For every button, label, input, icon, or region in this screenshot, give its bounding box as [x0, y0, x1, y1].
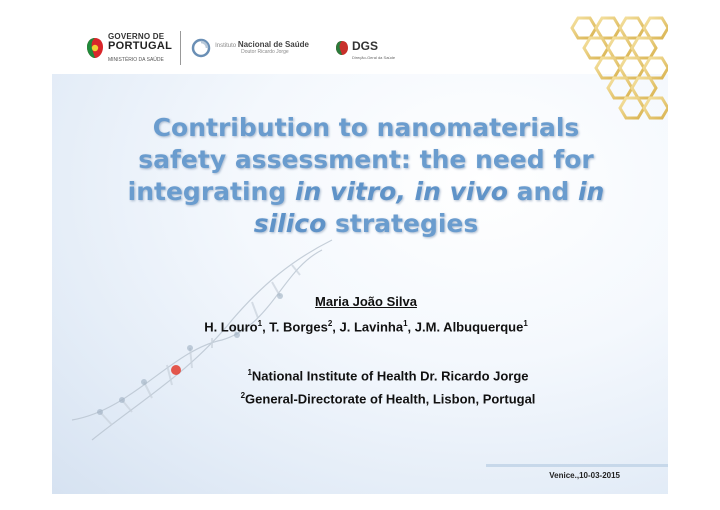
- affiliation-sup: 1: [247, 368, 252, 377]
- dgs-logo: [335, 37, 395, 60]
- title-italic: silico: [253, 209, 327, 238]
- affiliation-1: [0, 368, 720, 383]
- author: , J.M. Albuquerque: [407, 319, 524, 335]
- title-part: integrating: [127, 177, 295, 206]
- affiliation-sup: 2: [240, 391, 246, 400]
- gov-ministry: MINISTÉRIO DA SAÚDE: [108, 57, 164, 63]
- affiliation-text: National Institute of Health Dr. Ricardo Jorge: [251, 368, 529, 384]
- governo-portugal-logo: [86, 33, 172, 63]
- title-part: strategies: [326, 209, 479, 238]
- author-sup: 1: [257, 319, 263, 328]
- gov-line2: PORTUGAL: [108, 40, 173, 52]
- author-list: [0, 319, 720, 334]
- author: , T. Borges: [262, 319, 328, 335]
- author-sup: 1: [403, 319, 408, 328]
- author-sup: 1: [523, 319, 528, 328]
- title-part: and: [507, 177, 578, 206]
- author: H. Louro: [204, 319, 258, 335]
- logo-bar: [86, 28, 395, 68]
- author: , J. Lavinha: [332, 319, 404, 335]
- insa-logo: [191, 38, 309, 58]
- presentation-date: Venice.,10-03-2015: [549, 471, 620, 480]
- portugal-emblem-icon: [86, 37, 104, 59]
- insa-emblem-icon: [191, 38, 211, 58]
- author-sup: 2: [327, 319, 333, 328]
- title-line-1: Contribution to nanomaterials: [152, 113, 580, 142]
- title-line-3: [96, 176, 636, 208]
- hexagon-lattice-graphic: [548, 14, 668, 124]
- title-italic: in vitro, in vivo: [294, 177, 508, 206]
- footer-divider: [486, 464, 668, 467]
- gov-line1: GOVERNO DE: [108, 32, 165, 41]
- dgs-subtitle: Direção-Geral da Saúde: [351, 54, 396, 60]
- title-line-4: [96, 208, 636, 240]
- title-italic: in: [577, 177, 605, 206]
- dgs-emblem-icon: [335, 40, 349, 56]
- insa-subtitle: Doutor Ricardo Jorge: [241, 48, 289, 55]
- affiliation-2: [0, 391, 720, 406]
- insa-prefix: Instituto: [215, 42, 237, 49]
- title-line-2: safety assessment: the need for: [138, 145, 594, 174]
- dna-helix-graphic: [52, 230, 352, 450]
- dgs-name: DGS: [351, 38, 378, 53]
- insa-name: Nacional de Saúde: [237, 39, 309, 49]
- logo-separator: [180, 31, 181, 65]
- slide-title: [96, 112, 636, 240]
- presenter-name: Maria João Silva: [315, 294, 417, 309]
- affiliation-text: General-Directorate of Health, Lisbon, Portugal: [245, 391, 536, 407]
